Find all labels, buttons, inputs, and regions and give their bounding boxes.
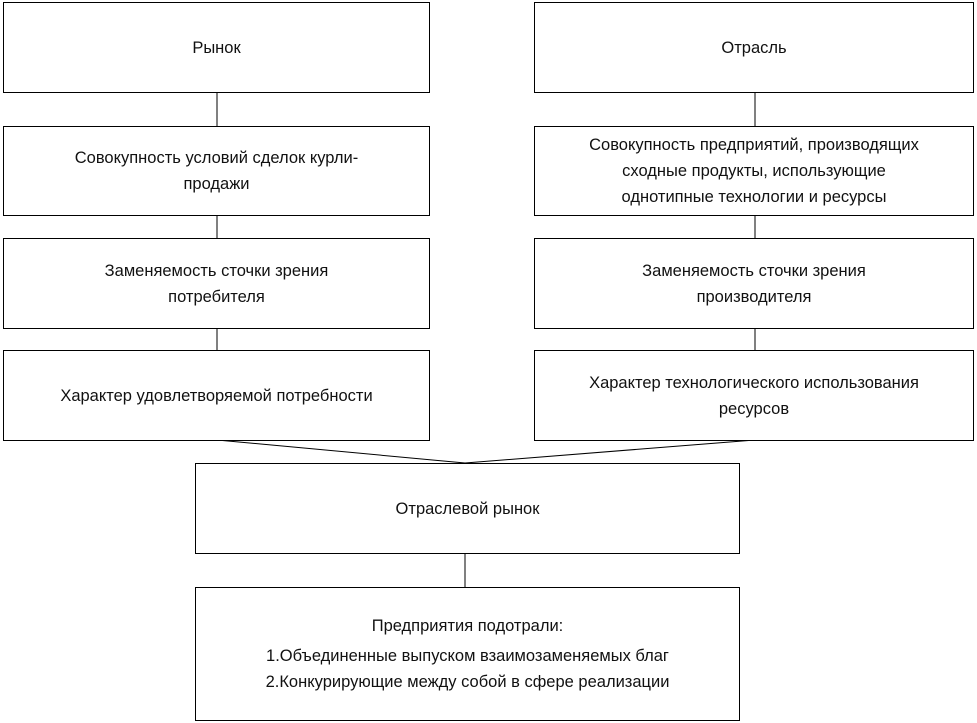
industry-label: Отрасль bbox=[721, 38, 787, 57]
consumer-substitutability-line-1: Заменяемость сточки зрения bbox=[104, 261, 329, 280]
market-label: Рынок bbox=[192, 38, 241, 57]
consumer-substitutability-line-2: потребителя bbox=[168, 287, 265, 306]
resource-usage-box bbox=[534, 350, 974, 441]
connector-market-character-to-merge bbox=[217, 440, 465, 463]
market-definition-box bbox=[3, 126, 430, 216]
connector-industry-character-to-merge bbox=[465, 440, 755, 463]
subsector-enterprises-box bbox=[195, 587, 740, 721]
industry-definition-box bbox=[534, 126, 974, 216]
resource-usage-line-2: ресурсов bbox=[718, 399, 790, 418]
subsector-enterprises-item-1: 1.Объединенные выпуском взаимозаменяемых благ bbox=[266, 647, 669, 665]
market-definition-line-1: Совокупность условий сделок курли- bbox=[74, 149, 359, 167]
resource-usage-line-1: Характер технологического использования bbox=[589, 373, 919, 392]
subsector-enterprises-item-2: 2.Конкурирующие между собой в сфере реализации bbox=[265, 673, 670, 691]
subsector-enterprises-title: Предприятия подотрали: bbox=[371, 617, 564, 635]
industry-market-box bbox=[195, 463, 740, 554]
need-character-label: Характер удовлетворяемой потребности bbox=[60, 386, 373, 405]
industry-definition-line-2: сходные продукты, использующие bbox=[622, 162, 886, 180]
market-definition-line-2: продажи bbox=[183, 175, 250, 193]
industry-definition-line-3: однотипные технологии и ресурсы bbox=[621, 188, 887, 206]
producer-substitutability-box bbox=[534, 238, 974, 329]
market-box bbox=[3, 2, 430, 93]
industry-box bbox=[534, 2, 974, 93]
need-character-box bbox=[3, 350, 430, 441]
producer-substitutability-line-1: Заменяемость сточки зрения bbox=[642, 261, 866, 280]
producer-substitutability-line-2: производителя bbox=[696, 287, 812, 306]
consumer-substitutability-box bbox=[3, 238, 430, 329]
industry-market-label: Отраслевой рынок bbox=[395, 499, 540, 518]
industry-definition-line-1: Совокупность предприятий, производящих bbox=[589, 136, 919, 154]
